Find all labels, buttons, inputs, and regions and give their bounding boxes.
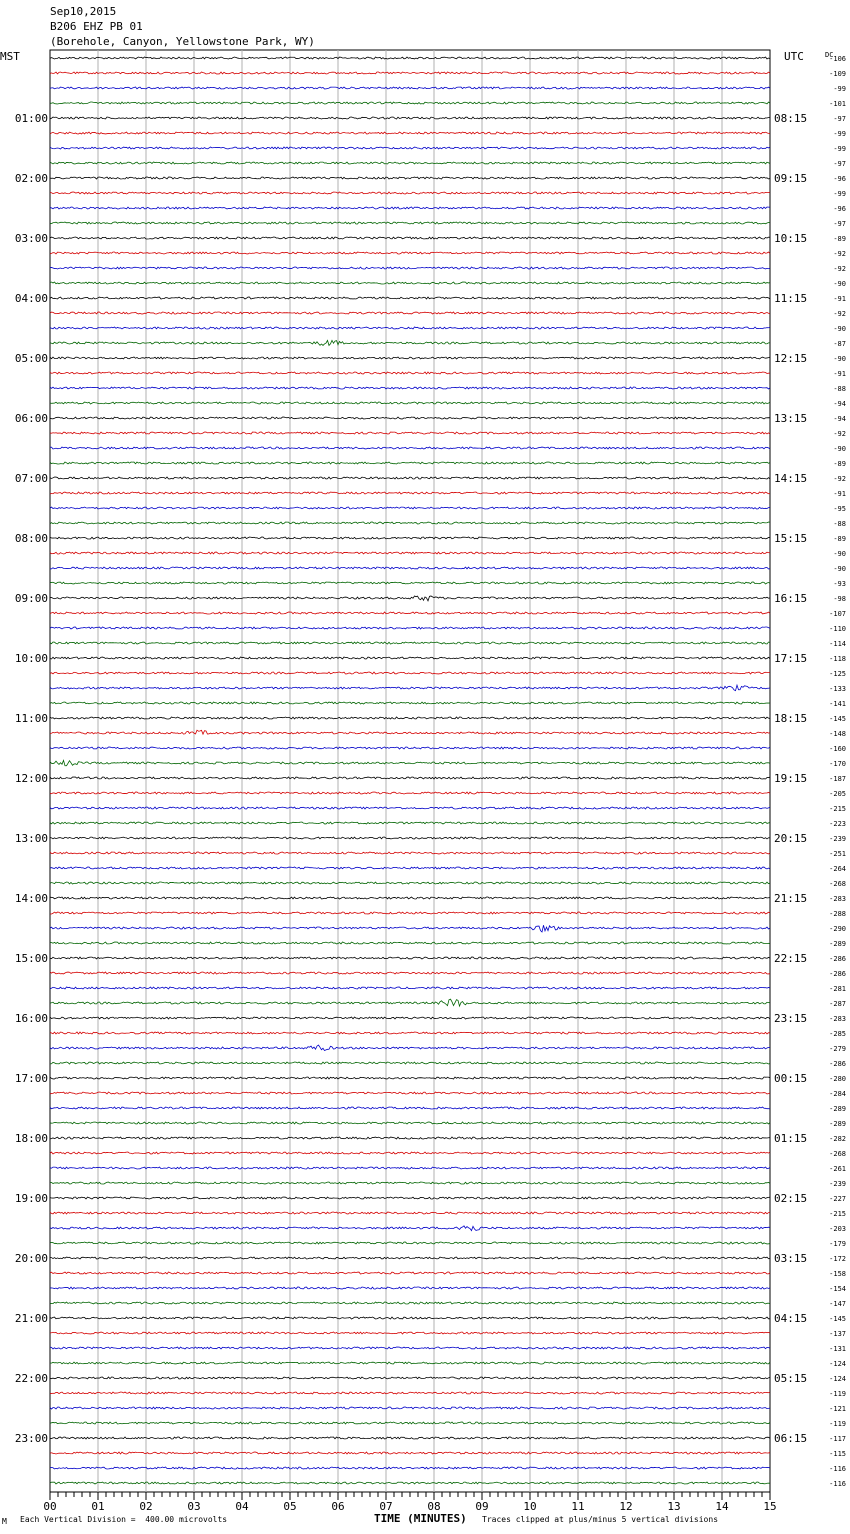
trace-47 [50,760,770,765]
trace-56 [50,897,770,899]
dc-offset-label: -172 [829,1255,846,1263]
right-hour-label: 17:15 [774,652,808,665]
dc-offset-label: -281 [829,985,846,993]
trace-48 [50,777,770,779]
right-hour-label: 21:15 [774,892,808,905]
left-hour-label: 06:00 [14,412,48,425]
x-tick-label: 04 [235,1500,249,1513]
dc-offset-label: -88 [833,385,846,393]
x-tick-label: 07 [379,1500,393,1513]
trace-26 [50,447,770,449]
trace-55 [50,882,770,884]
trace-5 [50,132,770,134]
trace-69 [50,1092,770,1094]
trace-25 [50,432,770,434]
trace-40 [50,657,770,659]
trace-27 [50,462,770,464]
trace-84 [50,1317,770,1319]
dc-offset-label: -124 [829,1375,846,1383]
trace-50 [50,807,770,809]
left-hour-label: 13:00 [14,832,48,845]
dc-offset-label: -239 [829,1180,846,1188]
dc-offset-label: -91 [833,370,846,378]
trace-16 [50,297,770,299]
right-hour-label: 23:15 [774,1012,808,1025]
dc-offset-labels [829,55,846,1488]
dc-offset-label: -93 [833,580,846,588]
left-timezone-label: MST [0,50,20,63]
left-hour-label: 08:00 [14,532,48,545]
trace-73 [50,1152,770,1154]
dc-offset-label: -268 [829,1150,846,1158]
dc-offset-label: -251 [829,850,846,858]
x-tick-label: 08 [427,1500,441,1513]
left-hour-labels [15,112,48,1445]
left-hour-label: 07:00 [14,472,48,485]
right-hour-label: 02:15 [774,1192,808,1205]
trace-53 [50,852,770,854]
dc-offset-label: -268 [829,880,846,888]
dc-offset-label: -145 [829,1315,846,1323]
right-hour-label: 13:15 [774,412,808,425]
trace-68 [50,1077,770,1079]
x-tick-label: 06 [331,1500,345,1513]
trace-83 [50,1302,770,1304]
trace-89 [50,1392,770,1394]
plot-grid [50,50,770,1492]
trace-18 [50,327,770,329]
trace-6 [50,147,770,149]
trace-78 [50,1226,770,1231]
x-tick-label: 03 [187,1500,201,1513]
right-hour-label: 09:15 [774,172,808,185]
left-hour-label: 04:00 [14,292,48,305]
trace-7 [50,162,770,164]
dc-offset-label: -99 [833,190,846,198]
dc-offset-label: -110 [829,625,846,633]
trace-15 [50,282,770,284]
trace-71 [50,1122,770,1124]
trace-65 [50,1032,770,1034]
left-hour-label: 12:00 [14,772,48,785]
trace-10 [50,207,770,209]
right-hour-label: 04:15 [774,1312,808,1325]
trace-34 [50,567,770,569]
dc-offset-label: -282 [829,1135,846,1143]
x-tick-label: 14 [715,1500,729,1513]
dc-offset-label: -289 [829,1120,846,1128]
dc-offset-label: -203 [829,1225,846,1233]
x-tick-label: 01 [91,1500,105,1513]
trace-42 [50,685,770,691]
dc-offset-label: -91 [833,490,846,498]
left-hour-label: 14:00 [14,892,48,905]
right-hour-label: 11:15 [774,292,808,305]
trace-4 [50,117,770,119]
left-hour-label: 21:00 [14,1312,48,1325]
dc-offset-label: -94 [833,415,846,423]
trace-74 [50,1167,770,1169]
dc-offset-label: -90 [833,355,846,363]
left-hour-label: 22:00 [14,1372,48,1385]
trace-31 [50,522,770,524]
trace-66 [50,1045,770,1051]
trace-63 [50,999,770,1006]
right-hour-label: 06:15 [774,1432,808,1445]
trace-93 [50,1452,770,1454]
x-tick-label: 13 [667,1500,681,1513]
trace-23 [50,402,770,404]
dc-offset-label: -99 [833,145,846,153]
trace-11 [50,222,770,224]
trace-32 [50,537,770,539]
dc-offset-label: -280 [829,1075,846,1083]
right-hour-label: 20:15 [774,832,808,845]
dc-offset-label: -106 [829,55,846,63]
clip-note: Traces clipped at plus/minus 5 vertical divisions [482,1515,719,1524]
station-code: B206 EHZ PB 01 [50,20,143,33]
plot-frame [50,50,770,1492]
dc-offset-label: -98 [833,595,846,603]
trace-38 [50,627,770,629]
left-hour-label: 17:00 [14,1072,48,1085]
dc-offset-label: -119 [829,1390,846,1398]
trace-3 [50,102,770,104]
trace-59 [50,942,770,944]
trace-51 [50,822,770,824]
right-hour-label: 10:15 [774,232,808,245]
x-tick-label: 10 [523,1500,537,1513]
dc-offset-label: -99 [833,130,846,138]
trace-2 [50,87,770,89]
trace-29 [50,492,770,494]
dc-offset-label: -154 [829,1285,846,1293]
trace-64 [50,1017,770,1019]
left-hour-label: 02:00 [14,172,48,185]
dc-offset-label: -205 [829,790,846,798]
trace-8 [50,177,770,179]
dc-offset-label: -90 [833,445,846,453]
station-location: (Borehole, Canyon, Yellowstone Park, WY) [50,35,315,48]
left-hour-label: 03:00 [14,232,48,245]
dc-offset-label: -118 [829,655,846,663]
dc-offset-label: -141 [829,700,846,708]
left-hour-label: 20:00 [14,1252,48,1265]
dc-offset-label: -283 [829,895,846,903]
dc-offset-label: -89 [833,235,846,243]
trace-81 [50,1272,770,1274]
trace-67 [50,1062,770,1064]
trace-0 [50,57,770,59]
left-hour-label: 10:00 [14,652,48,665]
right-hour-label: 14:15 [774,472,808,485]
dc-offset-label: -125 [829,670,846,678]
dc-offset-label: -97 [833,115,846,123]
right-hour-label: 15:15 [774,532,808,545]
dc-offset-label: -145 [829,715,846,723]
dc-offset-label: -87 [833,340,846,348]
dc-offset-label: -119 [829,1420,846,1428]
right-hour-label: 08:15 [774,112,808,125]
dc-offset-label: -90 [833,280,846,288]
dc-offset-label: -284 [829,1090,846,1098]
corner-mark: M [2,1517,7,1526]
trace-19 [50,340,770,345]
trace-33 [50,552,770,554]
trace-52 [50,837,770,839]
trace-22 [50,387,770,389]
dc-offset-label: -107 [829,610,846,618]
right-hour-label: 22:15 [774,952,808,965]
dc-offset-label: -179 [829,1240,846,1248]
dc-offset-label: -94 [833,400,846,408]
dc-offset-label: -288 [829,910,846,918]
trace-76 [50,1197,770,1199]
trace-9 [50,192,770,194]
trace-91 [50,1422,770,1424]
trace-61 [50,972,770,974]
dc-offset-label: -289 [829,1105,846,1113]
left-hour-label: 09:00 [14,592,48,605]
dc-offset-label: -160 [829,745,846,753]
trace-75 [50,1182,770,1184]
dc-offset-label: -96 [833,175,846,183]
trace-58 [50,925,770,932]
trace-94 [50,1467,770,1469]
dc-offset-label: -99 [833,85,846,93]
trace-80 [50,1257,770,1259]
dc-offset-label: -286 [829,970,846,978]
dc-offset-label: -137 [829,1330,846,1338]
dc-offset-label: -147 [829,1300,846,1308]
trace-44 [50,717,770,719]
right-hour-label: 12:15 [774,352,808,365]
dc-offset-label: -286 [829,1060,846,1068]
dc-offset-label: -124 [829,1360,846,1368]
dc-offset-label: -131 [829,1345,846,1353]
x-tick-label: 09 [475,1500,489,1513]
scale-note: Each Vertical Division = 400.00 microvolts [20,1515,228,1524]
dc-offset-label: -109 [829,70,846,78]
dc-offset-label: -261 [829,1165,846,1173]
right-hour-label: 01:15 [774,1132,808,1145]
dc-offset-label: -115 [829,1450,846,1458]
dc-offset-label: -92 [833,475,846,483]
x-axis [43,1492,776,1513]
trace-62 [50,987,770,989]
left-hour-label: 18:00 [14,1132,48,1145]
trace-group [50,57,770,1484]
trace-28 [50,477,770,479]
dc-offset-label: -89 [833,535,846,543]
dc-offset-label: -158 [829,1270,846,1278]
trace-77 [50,1212,770,1214]
dc-offset-label: -101 [829,100,846,108]
dc-offset-label: -92 [833,250,846,258]
dc-offset-label: -92 [833,430,846,438]
trace-46 [50,747,770,749]
right-hour-label: 19:15 [774,772,808,785]
trace-90 [50,1407,770,1409]
trace-79 [50,1242,770,1244]
trace-82 [50,1287,770,1289]
dc-offset-label: -91 [833,295,846,303]
trace-20 [50,357,770,359]
chart-date: Sep10,2015 [50,5,117,18]
x-tick-label: 00 [43,1500,57,1513]
left-hour-label: 16:00 [14,1012,48,1025]
trace-1 [50,72,770,74]
right-timezone-label: UTC [784,50,804,63]
trace-70 [50,1107,770,1109]
trace-49 [50,792,770,794]
dc-offset-label: -279 [829,1045,846,1053]
trace-35 [50,582,770,584]
left-hour-label: 05:00 [14,352,48,365]
dc-offset-label: -133 [829,685,846,693]
trace-95 [50,1482,770,1484]
x-tick-label: 12 [619,1500,633,1513]
trace-21 [50,372,770,374]
dc-offset-label: -187 [829,775,846,783]
dc-offset-label: -170 [829,760,846,768]
trace-57 [50,912,770,914]
trace-14 [50,267,770,269]
dc-offset-label: -90 [833,550,846,558]
trace-88 [50,1377,770,1379]
dc-offset-label: -116 [829,1480,846,1488]
trace-41 [50,672,770,674]
trace-17 [50,312,770,314]
trace-36 [50,596,770,601]
trace-43 [50,702,770,704]
dc-offset-label: -286 [829,955,846,963]
dc-offset-label: -148 [829,730,846,738]
right-hour-label: 16:15 [774,592,808,605]
dc-offset-label: -92 [833,265,846,273]
left-hour-label: 23:00 [14,1432,48,1445]
trace-85 [50,1332,770,1334]
x-tick-label: 02 [139,1500,153,1513]
x-tick-label: 15 [763,1500,777,1513]
dc-offset-label: -287 [829,1000,846,1008]
dc-offset-label: -114 [829,640,846,648]
dc-offset-label: -283 [829,1015,846,1023]
dc-offset-label: -96 [833,205,846,213]
dc-offset-label: -117 [829,1435,846,1443]
trace-86 [50,1347,770,1349]
right-hour-label: 03:15 [774,1252,808,1265]
trace-37 [50,612,770,614]
dc-offset-label: -223 [829,820,846,828]
trace-12 [50,237,770,239]
trace-30 [50,507,770,509]
left-hour-label: 11:00 [14,712,48,725]
dc-offset-label: -92 [833,310,846,318]
dc-offset-label: -90 [833,325,846,333]
dc-offset-label: -290 [829,925,846,933]
dc-offset-label: -285 [829,1030,846,1038]
dc-offset-label: -116 [829,1465,846,1473]
dc-offset-label: -264 [829,865,846,873]
dc-offset-label: -95 [833,505,846,513]
x-tick-label: 11 [571,1500,585,1513]
dc-offset-label: -215 [829,805,846,813]
trace-72 [50,1137,770,1139]
dc-offset-label: -97 [833,160,846,168]
left-hour-label: 19:00 [14,1192,48,1205]
trace-92 [50,1437,770,1439]
dc-offset-label: -227 [829,1195,846,1203]
dc-offset-label: -97 [833,220,846,228]
trace-39 [50,642,770,644]
dc-offset-label: -289 [829,940,846,948]
right-hour-label: 05:15 [774,1372,808,1385]
trace-45 [50,730,770,734]
dc-offset-label: -239 [829,835,846,843]
dc-offset-label: -215 [829,1210,846,1218]
x-tick-label: 05 [283,1500,297,1513]
dc-offset-label: -121 [829,1405,846,1413]
x-axis-title: TIME (MINUTES) [374,1512,467,1525]
dc-offset-label: -90 [833,565,846,573]
dc-offset-label: -88 [833,520,846,528]
left-hour-label: 15:00 [14,952,48,965]
left-hour-label: 01:00 [14,112,48,125]
trace-13 [50,252,770,254]
right-hour-labels [774,112,807,1445]
trace-87 [50,1362,770,1364]
right-hour-label: 00:15 [774,1072,808,1085]
trace-24 [50,417,770,419]
dc-offset-header: DC [825,51,834,59]
right-hour-label: 18:15 [774,712,808,725]
dc-offset-label: -89 [833,460,846,468]
trace-60 [50,957,770,959]
trace-54 [50,867,770,869]
